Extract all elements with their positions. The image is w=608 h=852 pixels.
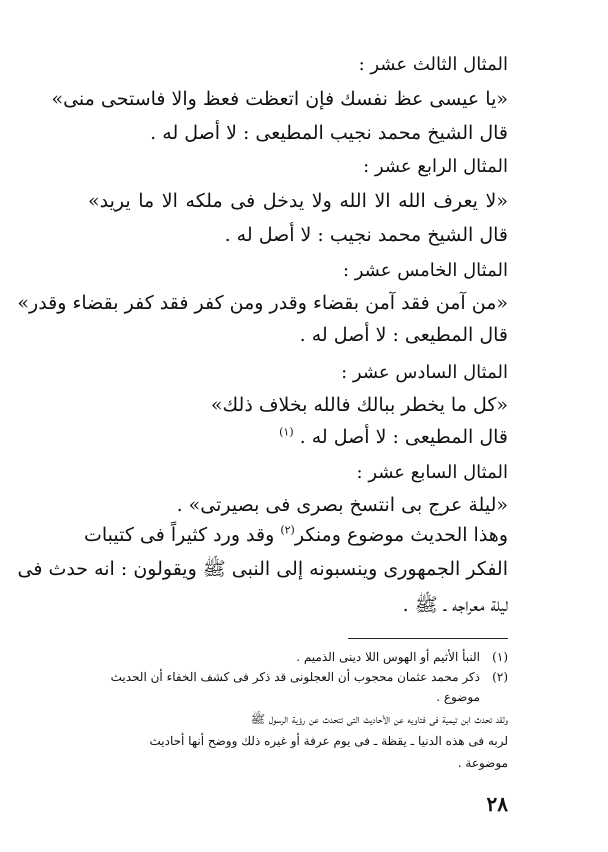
example-14-heading: المثال الرابع عشر : <box>363 156 508 177</box>
example-17-heading: المثال السابع عشر : <box>356 462 508 483</box>
example-17-hadith: «ليلة عرج بى انتسخ بصرى فى بصيرتى» . <box>176 494 508 516</box>
commentary-line-2: الفكر الجمهورى وينسبونه إلى النبى ﷺ ويقولون : انه حدث فى <box>17 558 508 580</box>
commentary-line-1-text: وهذا الحديث موضوع ومنكر <box>294 524 508 546</box>
example-16-heading: المثال السادس عشر : <box>341 362 508 383</box>
page-number: ٢٨ <box>486 792 508 816</box>
footnote-separator <box>348 638 508 639</box>
example-15-heading: المثال الخامس عشر : <box>342 260 508 281</box>
footnote-ref-1[interactable]: (١) <box>279 425 294 439</box>
commentary-line-1-tail: وقد ورد كثيراً فى كتيبات <box>83 524 275 546</box>
commentary-line-1 <box>83 522 508 548</box>
example-16-hadith: «كل ما يخطر ببالك فالله بخلاف ذلك» <box>210 394 508 416</box>
example-14-hadith: «لا يعرف الله الا الله ولا يدخل فى ملكه الا ما يريد» <box>88 190 508 212</box>
example-15-verdict: قال المطيعى : لا أصل له . <box>299 324 508 346</box>
footnote-1-text: النبأ الأثيم أو الهوس اللا دينى الذميم . <box>296 650 480 664</box>
example-13-heading: المثال الثالث عشر : <box>358 54 508 75</box>
example-16-verdict-text: قال المطيعى : لا أصل له . <box>299 426 508 448</box>
footnote-2-cont-2-text: ولقد تحدث ابن تيمية فى فتاويه عن الأحاديث التى تتحدث عن رؤية الرسول ﷺ <box>250 712 508 726</box>
example-14-verdict: قال الشيخ محمد نجيب : لا أصل له . <box>224 224 508 246</box>
example-16-verdict <box>88 424 508 450</box>
commentary-line-3: ليلة معراجه ـ ﷺ . <box>402 594 508 616</box>
footnote-2-cont-1-text: موضوع . <box>436 690 480 704</box>
footnote-2-number: (٢) <box>492 670 508 684</box>
footnote-2-text: ذكر محمد عثمان محجوب أن العجلونى قد ذكر فى كشف الخفاء أن الحديث <box>110 670 480 684</box>
footnote-2-cont-4-text: موضوعة . <box>457 756 508 770</box>
example-15-hadith: «من آمن فقد آمن بقضاء وقدر ومن كفر فقد كفر بقضاء وقدر» <box>17 292 508 314</box>
example-13-verdict: قال الشيخ محمد نجيب المطيعى : لا أصل له . <box>150 122 508 144</box>
footnote-2-cont-3-text: لربه فى هذه الدنيا ـ يقظة ـ فى يوم عرفة أو غيره ذلك ووضح أنها أحاديث <box>149 734 508 748</box>
example-13-hadith: «يا عيسى عظ نفسك فإن اتعظت فعظ والا فاستحى منى» <box>51 88 508 110</box>
footnote-ref-2[interactable]: (٢) <box>280 523 295 537</box>
footnote-1-number: (١) <box>492 650 508 664</box>
